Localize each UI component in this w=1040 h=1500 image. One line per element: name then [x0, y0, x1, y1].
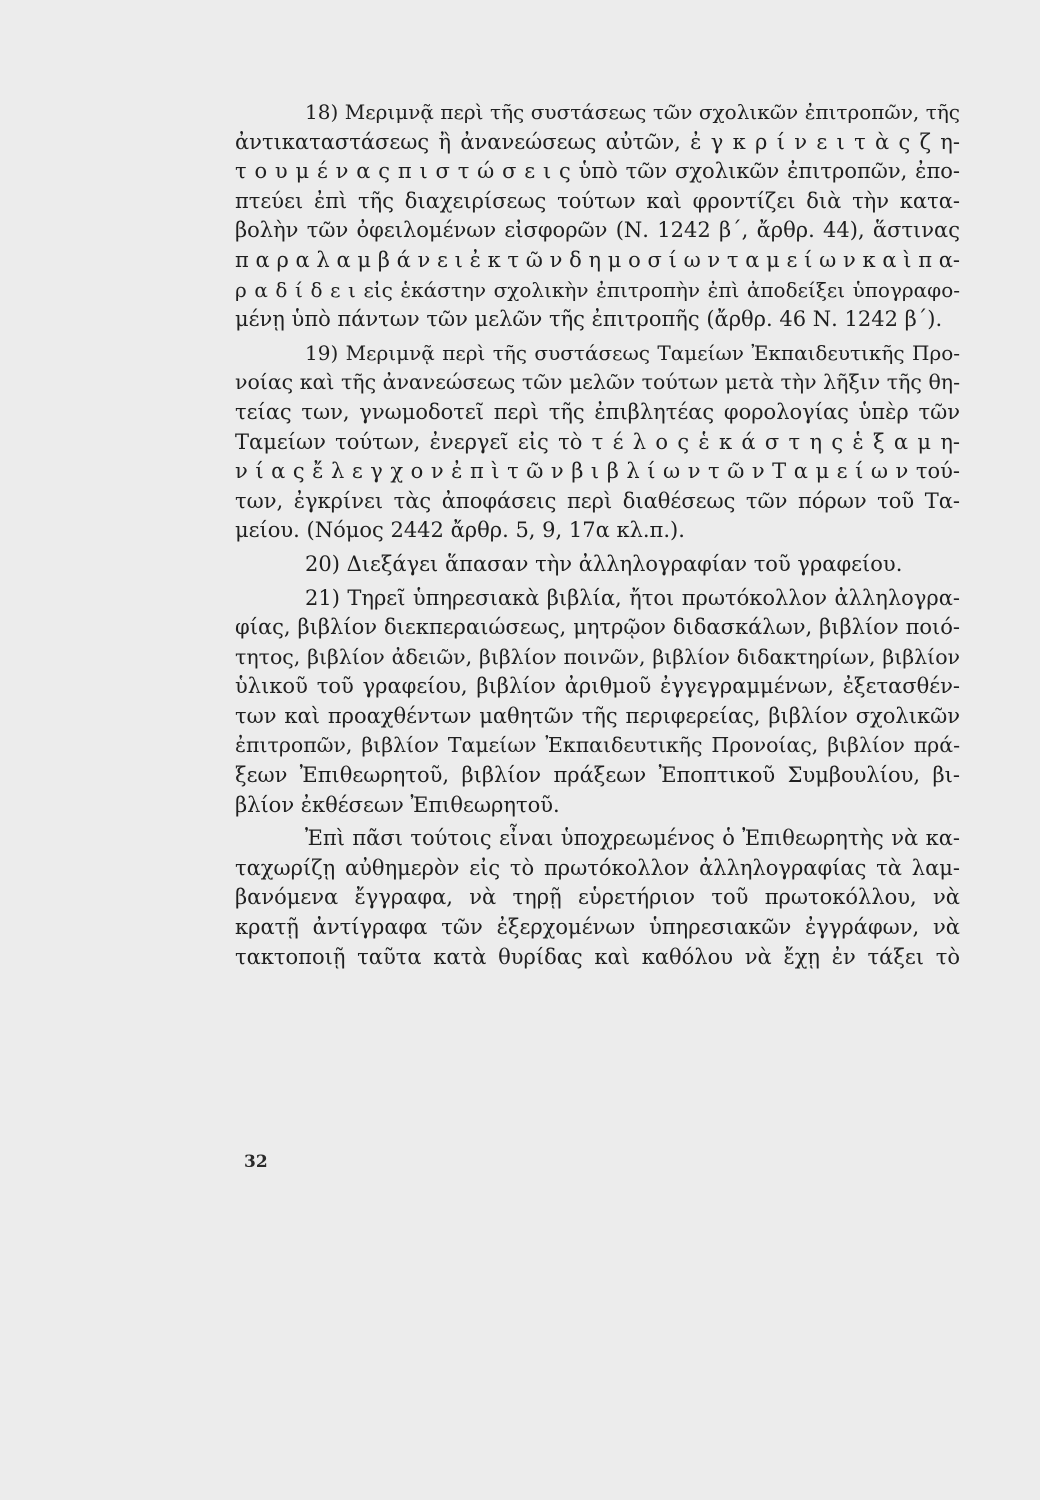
text-line: ρ α δ ί δ ε ι εἰς ἑκάστην σχολικὴν ἐπιτροπὴν ἐπὶ ἀποδείξει ὑπογραφο-	[235, 277, 960, 302]
text-line: βολὴν τῶν ὀφειλομένων εἰσφορῶν (Ν. 1242 β΄, ἄρθρ. 44), ἅστινας	[235, 218, 960, 243]
text-line: τ ο υ μ έ ν α ς π ι σ τ ώ σ ε ι ς ὑπὸ τῶν σχολικῶν ἐπιτροπῶν, ἐπο-	[235, 159, 960, 184]
text-line: Ταμείων τούτων, ἐνεργεῖ εἰς τὸ τ έ λ ο ς ἑ κ ά σ τ η ς ἑ ξ α μ η-	[235, 429, 960, 454]
body-text	[235, 98, 960, 972]
text-line: ταχωρίζῃ αὐθημερὸν εἰς τὸ πρωτόκολλον ἀλληλογραφίας τὰ λαμ-	[235, 855, 960, 880]
text-line: των, ἐγκρίνει τὰς ἀποφάσεις περὶ διαθέσεως τῶν πόρων τοῦ Τα-	[235, 488, 960, 513]
text-line: τακτοποιῇ ταῦτα κατὰ θυρίδας καὶ καθόλου νὰ ἔχῃ ἐν τάξει τὸ	[235, 944, 960, 969]
text-line: των καὶ προαχθέντων μαθητῶν τῆς περιφερείας, βιβλίον σχολικῶν	[235, 703, 960, 728]
text-line: 18) Μεριμνᾷ περὶ τῆς συστάσεως τῶν σχολικῶν ἐπιτροπῶν, τῆς	[305, 100, 960, 124]
text-line: ἐπιτροπῶν, βιβλίον Ταμείων Ἐκπαιδευτικῆς Προνοίας, βιβλίον πρά-	[235, 733, 960, 758]
text-line: πτεύει ἐπὶ τῆς διαχειρίσεως τούτων καὶ φροντίζει διὰ τὴν κατα-	[235, 188, 960, 213]
text-line: π α ρ α λ α μ β ά ν ε ι ἐ κ τ ῶ ν δ η μ ο σ ί ω ν τ α μ ε ί ω ν κ α ὶ π α-	[235, 247, 960, 272]
paragraph-20	[235, 550, 960, 580]
paragraph-19	[235, 339, 960, 546]
text-line: μείου. (Νόμος 2442 ἄρθρ. 5, 9, 17α κλ.π.).	[235, 518, 685, 543]
paragraph-closing	[235, 824, 960, 972]
text-line: τητος, βιβλίον ἀδειῶν, βιβλίον ποινῶν, βιβλίον διδακτηρίων, βιβλίον	[235, 644, 960, 669]
text-line: ξεων Ἐπιθεωρητοῦ, βιβλίον πράξεων Ἐποπτικοῦ Συμβουλίου, βι-	[235, 763, 960, 788]
text-line: μένῃ ὑπὸ πάντων τῶν μελῶν τῆς ἐπιτροπῆς (ἄρθρ. 46 Ν. 1242 β΄).	[235, 307, 943, 332]
text-line: κρατῇ ἀντίγραφα τῶν ἐξερχομένων ὑπηρεσιακῶν ἐγγράφων, νὰ	[235, 915, 960, 940]
text-line: ὑλικοῦ τοῦ γραφείου, βιβλίον ἀριθμοῦ ἐγγεγραμμένων, ἐξετασθέν-	[235, 674, 960, 699]
text-line: ν ί α ς ἔ λ ε γ χ ο ν ἐ π ὶ τ ῶ ν β ι β λ ί ω ν τ ῶ ν Τ α μ ε ί ω ν τού-	[235, 459, 960, 484]
paragraph-21	[235, 584, 960, 821]
text-line: 20) Διεξάγει ἅπασαν τὴν ἀλληλογραφίαν τοῦ γραφείου.	[305, 551, 903, 576]
text-line: νοίας καὶ τῆς ἀνανεώσεως τῶν μελῶν τούτων μετὰ τὴν λῆξιν τῆς θη-	[235, 370, 960, 395]
paragraph-18	[235, 98, 960, 335]
text-line: ἀντικαταστάσεως ἢ ἀνανεώσεως αὐτῶν, ἐ γ κ ρ ί ν ε ι τ ὰ ς ζ η-	[235, 129, 960, 154]
text-line: τείας των, γνωμοδοτεῖ περὶ τῆς ἐπιβλητέας φορολογίας ὑπὲρ τῶν	[235, 399, 960, 424]
text-line: φίας, βιβλίον διεκπεραιώσεως, μητρῷον διδασκάλων, βιβλίον ποιό-	[235, 615, 960, 640]
text-line: 19) Μεριμνᾷ περὶ τῆς συστάσεως Ταμείων Ἐκπαιδευτικῆς Προ-	[305, 340, 960, 365]
text-line: βανόμενα ἔγγραφα, νὰ τηρῇ εὑρετήριον τοῦ πρωτοκόλλου, νὰ	[235, 885, 960, 910]
text-line: βλίον ἐκθέσεων Ἐπιθεωρητοῦ.	[235, 792, 560, 817]
page-number: 32	[244, 1152, 268, 1172]
text-line: Ἐπὶ πᾶσι τούτοις εἶναι ὑποχρεωμένος ὁ Ἐπιθεωρητὴς νὰ κα-	[305, 826, 960, 851]
text-line: 21) Τηρεῖ ὑπηρεσιακὰ βιβλία, ἤτοι πρωτόκολλον ἀλληλογρα-	[305, 585, 960, 610]
